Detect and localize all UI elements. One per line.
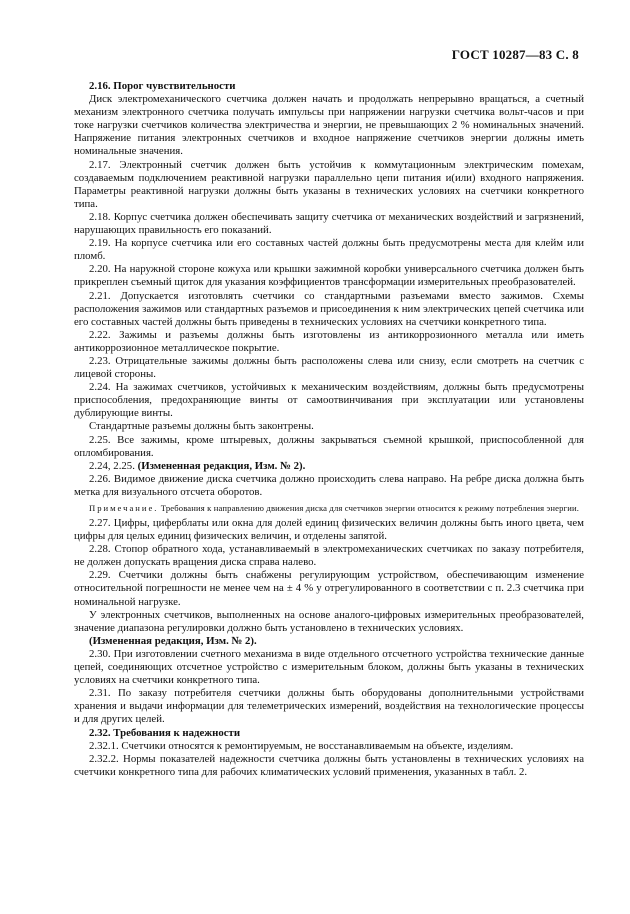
- paragraph-2-28: 2.28. Стопор обратного хода, устанавливаемый в электромеханических счетчиках по заказу потребителя, не должен допускать вращения диска справа налево.: [74, 543, 584, 569]
- paragraph-2-18: 2.18. Корпус счетчика должен обеспечивать защиту счетчика от механических воздействий и загрязнений, нарушающих правильность его показаний.: [74, 210, 584, 237]
- paragraph-2-16: Диск электромеханического счетчика должен начать и продолжать непрерывно вращаться, а счетный механизм электронного счетчика получать импульсы при напряжении нагрузки счетчика вольт-часов и при токе нагрузки счетчиков количества электричества и энергии, не превышающих 2 % номинальных значений. Напряжение питания электронных счетчиков и входное напряжение счетчиков энергии должны иметь номинальные значения.: [74, 93, 584, 158]
- paragraph-2-17: 2.17. Электронный счетчик должен быть устойчив к коммутационным электрическим помехам, создаваемым подключением реактивной нагрузки параллельно цепи питания и(или) входного напряжения. Параметры реактивной нагрузки должны быть указаны в технических условиях на счетчики конкретного типа.: [74, 158, 584, 210]
- note-2-26: [74, 502, 584, 514]
- paragraph-2-32-2: 2.32.2. Нормы показателей надежности счетчика должны быть установлены в технических условиях на счетчики конкретного типа для рабочих климатических условий применения, указанных в табл. 2.: [74, 752, 584, 778]
- paragraph-2-21: 2.21. Допускается изготовлять счетчики со стандартными разъемами вместо зажимов. Схемы расположения зажимов или стандартных разъемов и присоединения к ним электрических цепей счетчика или его составных частей должны быть приведены в технических условиях на счетчики конкретного типа.: [74, 289, 584, 328]
- note-text: Требования к направлению движения диска для счетчиков энергии относится к режиму потребления энергии.: [160, 503, 579, 513]
- paragraph-2-19: 2.19. На корпусе счетчика или его составных частей должны быть предусмотрены места для клейм или пломб.: [74, 237, 584, 263]
- section-title: Порог чувствительности: [113, 80, 236, 92]
- edit-note-numbers: 2.24, 2.25.: [89, 459, 135, 472]
- paragraph-2-27: 2.27. Цифры, циферблаты или окна для долей единиц физических величин должны быть иного цвета, чем цифры для целых единиц физических величин, и отделены запятой.: [74, 517, 584, 543]
- page-header: ГОСТ 10287—83 С. 8: [451, 47, 579, 62]
- section-heading-2-32: [74, 727, 584, 740]
- note-label: Примечание.: [89, 503, 159, 513]
- paragraph-2-31: 2.31. По заказу потребителя счетчики должны быть оборудованы дополнительными устройствами хранения и выдачи информации для телеметрических измерений, воздействия на технологические процессы и для других целей.: [74, 687, 584, 726]
- section-title: Требования к надежности: [113, 726, 241, 739]
- paragraph-2-29: 2.29. Счетчики должны быть снабжены регулирующим устройством, обеспечивающим изменение относительной погрешности не менее чем на ± 4 % у отрегулированного в соответствии с п. 2.3 счетчика при номинальной нагрузке.: [74, 569, 584, 608]
- paragraph-2-22: 2.22. Зажимы и разъемы должны быть изготовлены из антикоррозионного металла или иметь антикоррозионное металлическое покрытие.: [74, 328, 584, 354]
- paragraph-2-24: 2.24. На зажимах счетчиков, устойчивых к механическим воздействиям, должны быть предусмотрены приспособления, предохраняющие винты от самоотвинчивания при эксплуатации или установлены дублирующие винты.: [74, 381, 584, 420]
- section-number: 2.32.: [89, 726, 111, 739]
- paragraph-2-26: 2.26. Видимое движение диска счетчика должно происходить слева направо. На ребре диска должна быть метка для визуального отсчета оборотов.: [74, 472, 584, 498]
- paragraph-2-30: 2.30. При изготовлении счетного механизма в виде отдельного отсчетного устройства технические данные цепей, соединяющих отсчетное устройство с измерительным блоком, должны быть указаны в технических условиях на счетчики конкретного типа.: [74, 647, 584, 687]
- paragraph-2-25: 2.25. Все зажимы, кроме штыревых, должны закрываться съемной крышкой, приспособленной для опломбирования.: [74, 433, 584, 459]
- paragraph-2-23: 2.23. Отрицательные зажимы должны быть расположены слева или снизу, если смотреть на счетчик с лицевой стороны.: [74, 354, 584, 381]
- section-number: 2.16.: [89, 80, 111, 92]
- edit-note-2-24-2-25: [74, 460, 584, 473]
- paragraph-2-29-b: У электронных счетчиков, выполненных на основе аналого-цифровых измерительных преобразователей, значение диапазона регулировки должно быть установлено в технических условиях.: [74, 608, 584, 634]
- section-heading-2-16: [74, 80, 584, 93]
- edit-note-2-29: (Измененная редакция, Изм. № 2).: [89, 634, 257, 647]
- edit-note-text: (Измененная редакция, Изм. № 2).: [137, 459, 306, 472]
- paragraph-2-32-1: 2.32.1. Счетчики относятся к ремонтируемым, не восстанавливаемым на объекте, изделиям.: [89, 739, 514, 752]
- paragraph-2-20: 2.20. На наружной стороне кожуха или крышки зажимной коробки универсального счетчика должен быть прикреплен съемный щиток для указания коэффициентов трансформации измерительных преобразователей.: [74, 263, 584, 289]
- document-body: [74, 80, 584, 779]
- paragraph-2-24-b: Стандартные разъемы должны быть законтрены.: [89, 420, 314, 433]
